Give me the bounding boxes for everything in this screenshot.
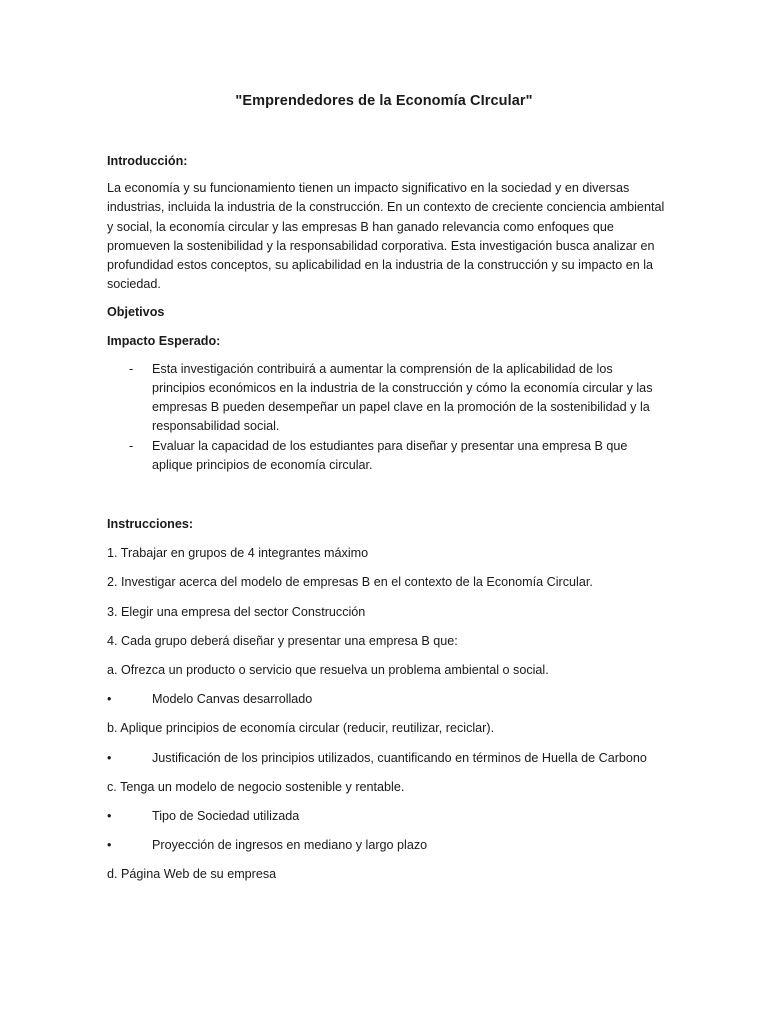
list-item xyxy=(107,360,667,437)
dash-marker: - xyxy=(129,361,134,376)
impact-item-text: Evaluar la capacidad de los estudiantes para diseñar y presentar una empresa B que aplique principios de economía circular. xyxy=(152,438,628,472)
instruction-line: 3. Elegir una empresa del sector Construcción xyxy=(107,604,366,619)
bullet-marker: • xyxy=(107,692,112,707)
impact-list xyxy=(107,360,667,475)
instructions-heading: Instrucciones: xyxy=(107,517,194,532)
impact-item-text: Esta investigación contribuirá a aumentar la comprensión de la aplicabilidad de los principios económicos en la industria de la construcción y cómo la economía circular y las empresas B pueden desempeñar un papel clave en la promoción de la sostenibilidad y la responsabilidad social. xyxy=(152,361,653,434)
instruction-line: b. Aplique principios de economía circular (reducir, reutilizar, reciclar). xyxy=(107,721,495,736)
document-title: "Emprendedores de la Economía CIrcular" xyxy=(235,93,533,109)
instruction-line: a. Ofrezca un producto o servicio que resuelva un problema ambiental o social. xyxy=(107,663,549,678)
instruction-line: 1. Trabajar en grupos de 4 integrantes máximo xyxy=(107,546,369,561)
impact-heading: Impacto Esperado: xyxy=(107,333,221,348)
introduction-paragraph: La economía y su funcionamiento tienen un impacto significativo en la sociedad y en diversas industrias, incluida la industria de la construcción. En un contexto de creciente conciencia ambiental y social, la economía circular y las empresas B han ganado relevancia como enfoques que promueven la sostenibilidad y la responsabilidad corporativa. Esta investigación busca analizar en profundidad estos conceptos, su aplicabilidad en la industria de la construcción y su impacto en la sociedad. xyxy=(107,181,665,292)
instruction-line: 4. Cada grupo deberá diseñar y presentar una empresa B que: xyxy=(107,633,458,648)
bullet-marker: • xyxy=(107,809,112,824)
list-item xyxy=(107,437,667,475)
bullet-item xyxy=(107,749,667,768)
bullet-marker: • xyxy=(107,838,112,853)
bullet-item-text: Tipo de Sociedad utilizada xyxy=(152,809,300,824)
dash-marker: - xyxy=(129,438,134,453)
bullet-item-text: Proyección de ingresos en mediano y largo plazo xyxy=(152,838,428,853)
instruction-line: c. Tenga un modelo de negocio sostenible y rentable. xyxy=(107,779,405,794)
bullet-item xyxy=(107,690,667,709)
bullet-item-text: Modelo Canvas desarrollado xyxy=(152,692,313,707)
objectives-heading: Objetivos xyxy=(107,305,165,320)
bullet-item xyxy=(107,807,667,826)
bullet-marker: • xyxy=(107,750,112,765)
bullet-item xyxy=(107,836,667,855)
introduction-heading: Introducción: xyxy=(107,154,188,168)
instruction-line: 2. Investigar acerca del modelo de empresas B en el contexto de la Economía Circular. xyxy=(107,575,593,590)
document-body xyxy=(107,152,667,895)
bullet-item-text: Justificación de los principios utilizados, cuantificando en términos de Huella de Carbono xyxy=(152,750,647,765)
instruction-line: d. Página Web de su empresa xyxy=(107,867,277,882)
